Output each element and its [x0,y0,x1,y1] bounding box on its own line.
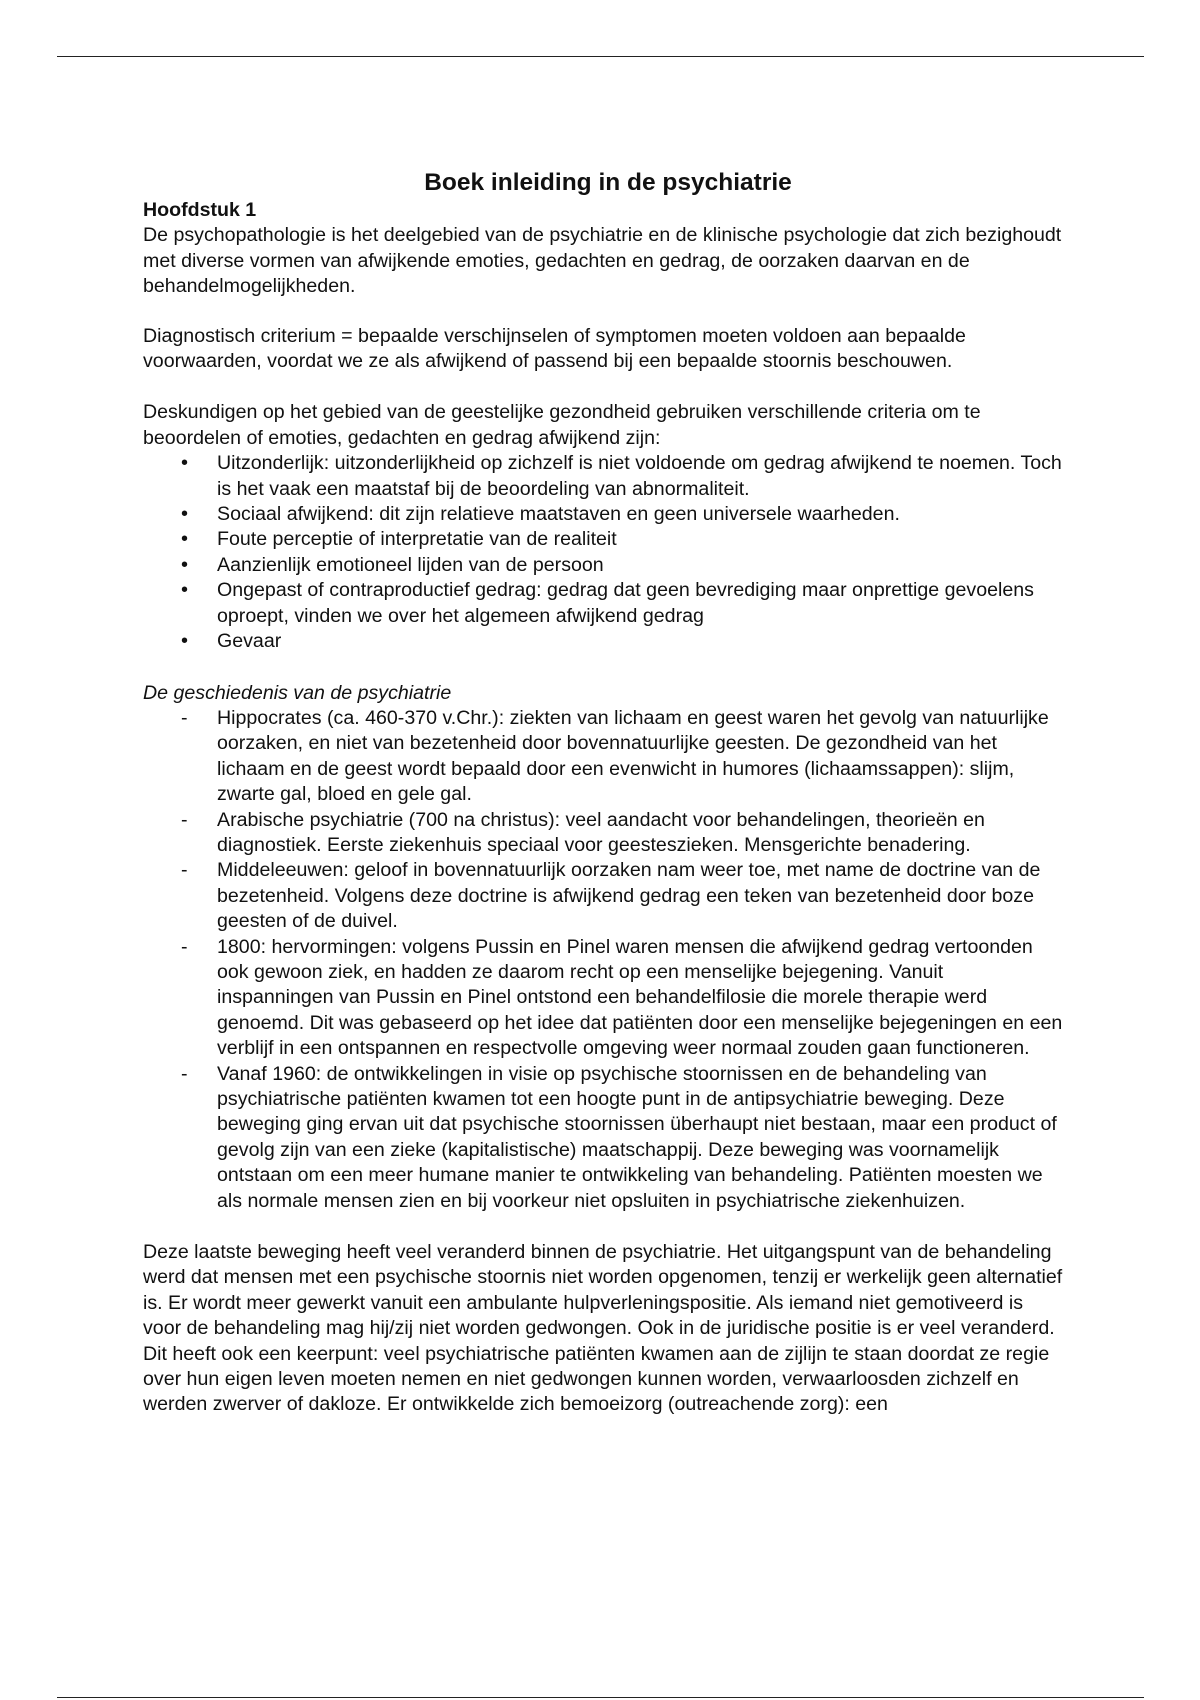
closing-paragraph: Deze laatste beweging heeft veel veranderd binnen de psychiatrie. Het uitgangspunt van de behandeling werd dat mensen met een psychische stoornis niet worden opgenomen, tenzij er werkelijk geen alternatief is. Er wordt meer gewerkt vanuit een ambulante hulpverleningspositie. Als iemand niet gemotiveerd is voor de behandeling mag hij/zij niet worden gedwongen. Ook in de juridische positie is er veel veranderd. Dit heeft ook een keerpunt: veel psychiatrische patiënten kwamen aan de zijlijn te staan doordat ze regie over hun eigen leven moeten nemen en niet gedwongen kunnen worden, verwaarloosden zichzelf en werden zwerver of dakloze. Er ontwikkelde zich bemoeizorg (outreachende zorg): een [143,1241,1063,1416]
list-item: - Middeleeuwen: geloof in bovennatuurlijk oorzaken nam weer toe, met name de doctrine van de bezetenheid. Volgens deze doctrine is afwijkend gedrag een teken van bezetenheid door boze geesten of de duivel. [217,858,1063,934]
criteria-list [143,451,1063,654]
history-list [143,706,1063,1214]
list-item: • Foute perceptie of interpretatie van de realiteit [217,527,1063,552]
criterium-paragraph: Diagnostisch criterium = bepaalde verschijnselen of symptomen moeten voldoen aan bepaalde voorwaarden, voordat we ze als afwijkend of passend bij een bepaalde stoornis beschouwen. [143,324,966,373]
list-item: - Hippocrates (ca. 460-370 v.Chr.): ziekten van lichaam en geest waren het gevolg van natuurlijke oorzaken, en niet van bezetenheid door bovennatuurlijke geesten. De gezondheid van het lichaam en de geest wordt bepaald door een evenwicht in humores (lichaamssappen): slijm, zwarte gal, bloed en gele gal. [217,706,1063,808]
document-title: Boek inleiding in de psychiatrie [424,169,792,196]
list-item: • Ongepast of contraproductief gedrag: gedrag dat geen bevrediging maar onprettige gevoelens oproept, vinden we over het algemeen afwijkend gedrag [217,578,1063,629]
chapter-heading: Hoofdstuk 1 [143,199,257,221]
history-heading: De geschiedenis van de psychiatrie [143,681,452,704]
list-item: • Uitzonderlijk: uitzonderlijkheid op zichzelf is niet voldoende om gedrag afwijkend te noemen. Toch is het vaak een maatstaf bij de beoordeling van abnormaliteit. [217,451,1063,502]
footer-rule [57,1697,1144,1698]
criteria-intro: Deskundigen op het gebied van de geestelijke gezondheid gebruiken verschillende criteria om te beoordelen of emoties, gedachten en gedrag afwijkend zijn: [143,401,981,449]
intro-paragraph: De psychopathologie is het deelgebied van de psychiatrie en de klinische psychologie dat zich bezighoudt met diverse vormen van afwijkende emoties, gedachten en gedrag, de oorzaken daarvan en de behandelmogelijkheden. [143,224,1062,298]
document-body [143,168,1063,1418]
list-item: • Sociaal afwijkend: dit zijn relatieve maatstaven en geen universele waarheden. [217,502,1063,527]
list-item: - Vanaf 1960: de ontwikkelingen in visie op psychische stoornissen en de behandeling van psychiatrische patiënten kwamen tot een hoogte punt in de antipsychiatrie beweging. Deze beweging ging ervan uit dat psychische stoornissen überhaupt niet bestaan, maar een product of gevolg zijn van een zieke (kapitalistische) maatschappij. Deze beweging was voornamelijk ontstaan om een meer humane manier te ontwikkeling van behandeling. Patiënten moesten we als normale mensen zien en bij voorkeur niet opsluiten in psychiatrische ziekenhuizen. [217,1062,1063,1214]
list-item: - Arabische psychiatrie (700 na christus): veel aandacht voor behandelingen, theorieën en diagnostiek. Eerste ziekenhuis speciaal voor geesteszieken. Mensgerichte benadering. [217,808,1063,859]
list-item: - 1800: hervormingen: volgens Pussin en Pinel waren mensen die afwijkend gedrag vertoonden ook gewoon ziek, en hadden ze daarom recht op een menselijke bejegening. Vanuit inspanningen van Pussin en Pinel ontstond een behandelfilosie die morele therapie werd genoemd. Dit was gebaseerd op het idee dat patiënten door een menselijke bejegeningen en een verblijf in een ontspannen en respectvolle omgeving weer normaal zouden gaan functioneren. [217,935,1063,1062]
header-rule [57,56,1144,57]
list-item: • Aanzienlijk emotioneel lijden van de persoon [217,553,1063,578]
list-item: • Gevaar [217,629,1063,654]
